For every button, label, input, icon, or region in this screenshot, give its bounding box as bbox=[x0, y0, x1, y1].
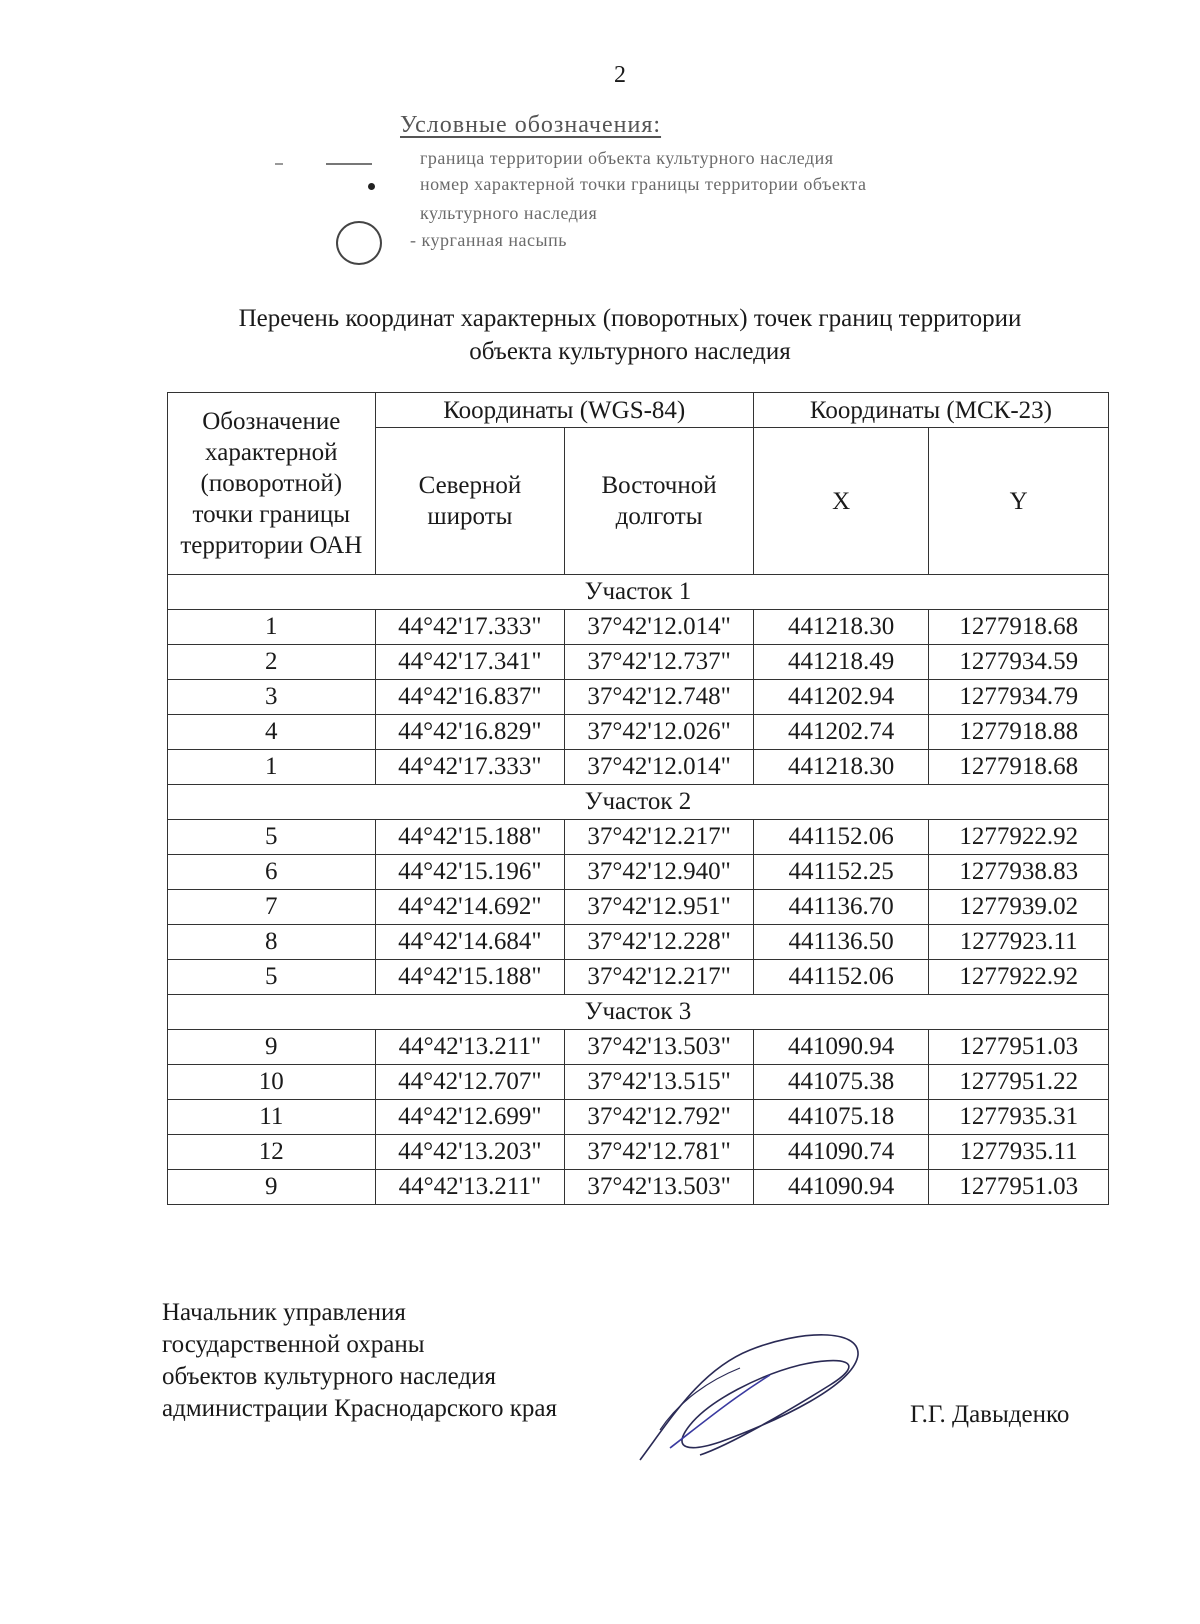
table-row bbox=[168, 1065, 1109, 1100]
y-coordinate-cell: 1277951.22 bbox=[929, 1065, 1109, 1100]
signer-name: Г.Г. Давыденко bbox=[910, 1401, 1070, 1428]
section-label: Участок 2 bbox=[168, 785, 1109, 820]
point-number-cell: 1 bbox=[168, 610, 376, 645]
section-row bbox=[168, 995, 1109, 1030]
y-coordinate-cell: 1277922.92 bbox=[929, 960, 1109, 995]
x-coordinate-cell: 441152.06 bbox=[753, 960, 929, 995]
table-row bbox=[168, 960, 1109, 995]
x-coordinate-cell: 441202.74 bbox=[753, 715, 929, 750]
table-row bbox=[168, 715, 1109, 750]
x-coordinate-cell: 441218.30 bbox=[753, 750, 929, 785]
y-coordinate-cell: 1277938.83 bbox=[929, 855, 1109, 890]
x-coordinate-cell: 441152.06 bbox=[753, 820, 929, 855]
header-east-longitude: Восточной долготы bbox=[565, 428, 754, 575]
east-longitude-cell: 37°42'13.515" bbox=[565, 1065, 754, 1100]
header-x: X bbox=[753, 428, 929, 575]
point-number-cell: 9 bbox=[168, 1170, 376, 1205]
x-coordinate-cell: 441218.30 bbox=[753, 610, 929, 645]
legend-item-point-cont: культурного наследия bbox=[420, 203, 598, 223]
point-number-cell: 11 bbox=[168, 1100, 376, 1135]
table-row bbox=[168, 1170, 1109, 1205]
section-label: Участок 1 bbox=[168, 575, 1109, 610]
header-msk23: Координаты (МСК-23) bbox=[753, 393, 1108, 428]
point-number-cell: 2 bbox=[168, 645, 376, 680]
north-latitude-cell: 44°42'15.196" bbox=[375, 855, 565, 890]
east-longitude-cell: 37°42'12.781" bbox=[565, 1135, 754, 1170]
north-latitude-cell: 44°42'13.211" bbox=[375, 1170, 565, 1205]
table-row bbox=[168, 1030, 1109, 1065]
table-row bbox=[168, 750, 1109, 785]
east-longitude-cell: 37°42'12.748" bbox=[565, 680, 754, 715]
table-row bbox=[168, 890, 1109, 925]
y-coordinate-cell: 1277951.03 bbox=[929, 1030, 1109, 1065]
point-number-cell: 3 bbox=[168, 680, 376, 715]
north-latitude-cell: 44°42'16.837" bbox=[375, 680, 565, 715]
title-line-1: Перечень координат характерных (поворотных) точек границ территории bbox=[238, 305, 1022, 332]
point-number-cell: 10 bbox=[168, 1065, 376, 1100]
x-coordinate-cell: 441075.18 bbox=[753, 1100, 929, 1135]
east-longitude-cell: 37°42'12.228" bbox=[565, 925, 754, 960]
legend bbox=[0, 110, 1200, 260]
north-latitude-cell: 44°42'14.684" bbox=[375, 925, 565, 960]
legend-item-mound: - курганная насыпь bbox=[410, 230, 567, 250]
north-latitude-cell: 44°42'12.699" bbox=[375, 1100, 565, 1135]
east-longitude-cell: 37°42'12.217" bbox=[565, 960, 754, 995]
north-latitude-cell: 44°42'16.829" bbox=[375, 715, 565, 750]
x-coordinate-cell: 441090.94 bbox=[753, 1170, 929, 1205]
y-coordinate-cell: 1277918.88 bbox=[929, 715, 1109, 750]
coordinates-table-body bbox=[168, 575, 1109, 1205]
y-coordinate-cell: 1277918.68 bbox=[929, 610, 1109, 645]
x-coordinate-cell: 441152.25 bbox=[753, 855, 929, 890]
east-longitude-cell: 37°42'12.940" bbox=[565, 855, 754, 890]
coordinates-table bbox=[167, 392, 1109, 1205]
position-line: государственной охраны bbox=[162, 1331, 425, 1358]
section-row bbox=[168, 575, 1109, 610]
x-coordinate-cell: 441218.49 bbox=[753, 645, 929, 680]
point-number-cell: 5 bbox=[168, 960, 376, 995]
position-line: Начальник управления bbox=[162, 1299, 406, 1326]
y-coordinate-cell: 1277935.31 bbox=[929, 1100, 1109, 1135]
point-dot-icon bbox=[368, 183, 375, 190]
document-title bbox=[0, 302, 1200, 368]
table-row bbox=[168, 925, 1109, 960]
north-latitude-cell: 44°42'15.188" bbox=[375, 820, 565, 855]
point-number-cell: 5 bbox=[168, 820, 376, 855]
north-latitude-cell: 44°42'17.333" bbox=[375, 610, 565, 645]
y-coordinate-cell: 1277918.68 bbox=[929, 750, 1109, 785]
y-coordinate-cell: 1277934.59 bbox=[929, 645, 1109, 680]
x-coordinate-cell: 441090.94 bbox=[753, 1030, 929, 1065]
north-latitude-cell: 44°42'15.188" bbox=[375, 960, 565, 995]
boundary-line-icon bbox=[326, 163, 372, 165]
table-row bbox=[168, 610, 1109, 645]
east-longitude-cell: 37°42'12.951" bbox=[565, 890, 754, 925]
y-coordinate-cell: 1277951.03 bbox=[929, 1170, 1109, 1205]
x-coordinate-cell: 441136.50 bbox=[753, 925, 929, 960]
east-longitude-cell: 37°42'12.217" bbox=[565, 820, 754, 855]
point-number-cell: 8 bbox=[168, 925, 376, 960]
x-coordinate-cell: 441202.94 bbox=[753, 680, 929, 715]
y-coordinate-cell: 1277922.92 bbox=[929, 820, 1109, 855]
position-line: администрации Краснодарского края bbox=[162, 1395, 558, 1422]
mound-circle-icon bbox=[336, 221, 382, 265]
point-number-cell: 1 bbox=[168, 750, 376, 785]
boundary-dash-icon bbox=[275, 163, 283, 165]
north-latitude-cell: 44°42'17.333" bbox=[375, 750, 565, 785]
point-number-cell: 7 bbox=[168, 890, 376, 925]
north-latitude-cell: 44°42'13.203" bbox=[375, 1135, 565, 1170]
section-label: Участок 3 bbox=[168, 995, 1109, 1030]
x-coordinate-cell: 441090.74 bbox=[753, 1135, 929, 1170]
section-row bbox=[168, 785, 1109, 820]
header-north-latitude: Северной широты bbox=[375, 428, 565, 575]
east-longitude-cell: 37°42'13.503" bbox=[565, 1170, 754, 1205]
page-number: 2 bbox=[614, 62, 626, 88]
handwritten-signature bbox=[630, 1330, 890, 1470]
x-coordinate-cell: 441136.70 bbox=[753, 890, 929, 925]
legend-item-boundary: граница территории объекта культурного наследия bbox=[420, 148, 834, 168]
table-row bbox=[168, 820, 1109, 855]
legend-item-point: номер характерной точки границы территории объекта bbox=[420, 174, 867, 194]
x-coordinate-cell: 441075.38 bbox=[753, 1065, 929, 1100]
table-row bbox=[168, 680, 1109, 715]
east-longitude-cell: 37°42'12.014" bbox=[565, 750, 754, 785]
y-coordinate-cell: 1277934.79 bbox=[929, 680, 1109, 715]
header-y: Y bbox=[929, 428, 1109, 575]
signature-block bbox=[162, 1297, 557, 1425]
point-number-cell: 4 bbox=[168, 715, 376, 750]
table-row bbox=[168, 1100, 1109, 1135]
north-latitude-cell: 44°42'12.707" bbox=[375, 1065, 565, 1100]
table-row bbox=[168, 645, 1109, 680]
y-coordinate-cell: 1277935.11 bbox=[929, 1135, 1109, 1170]
y-coordinate-cell: 1277939.02 bbox=[929, 890, 1109, 925]
y-coordinate-cell: 1277923.11 bbox=[929, 925, 1109, 960]
title-line-2: объекта культурного наследия bbox=[469, 338, 791, 365]
table-row bbox=[168, 1135, 1109, 1170]
point-number-cell: 12 bbox=[168, 1135, 376, 1170]
point-number-cell: 6 bbox=[168, 855, 376, 890]
position-line: объектов культурного наследия bbox=[162, 1363, 496, 1390]
north-latitude-cell: 44°42'17.341" bbox=[375, 645, 565, 680]
legend-title: Условные обозначения: bbox=[400, 112, 662, 138]
header-wgs84: Координаты (WGS-84) bbox=[375, 393, 753, 428]
east-longitude-cell: 37°42'12.737" bbox=[565, 645, 754, 680]
north-latitude-cell: 44°42'13.211" bbox=[375, 1030, 565, 1065]
header-point-designation: Обозначение характерной (поворотной) точки границы территории ОАН bbox=[168, 393, 376, 575]
north-latitude-cell: 44°42'14.692" bbox=[375, 890, 565, 925]
point-number-cell: 9 bbox=[168, 1030, 376, 1065]
east-longitude-cell: 37°42'13.503" bbox=[565, 1030, 754, 1065]
table-row bbox=[168, 855, 1109, 890]
east-longitude-cell: 37°42'12.792" bbox=[565, 1100, 754, 1135]
east-longitude-cell: 37°42'12.026" bbox=[565, 715, 754, 750]
east-longitude-cell: 37°42'12.014" bbox=[565, 610, 754, 645]
